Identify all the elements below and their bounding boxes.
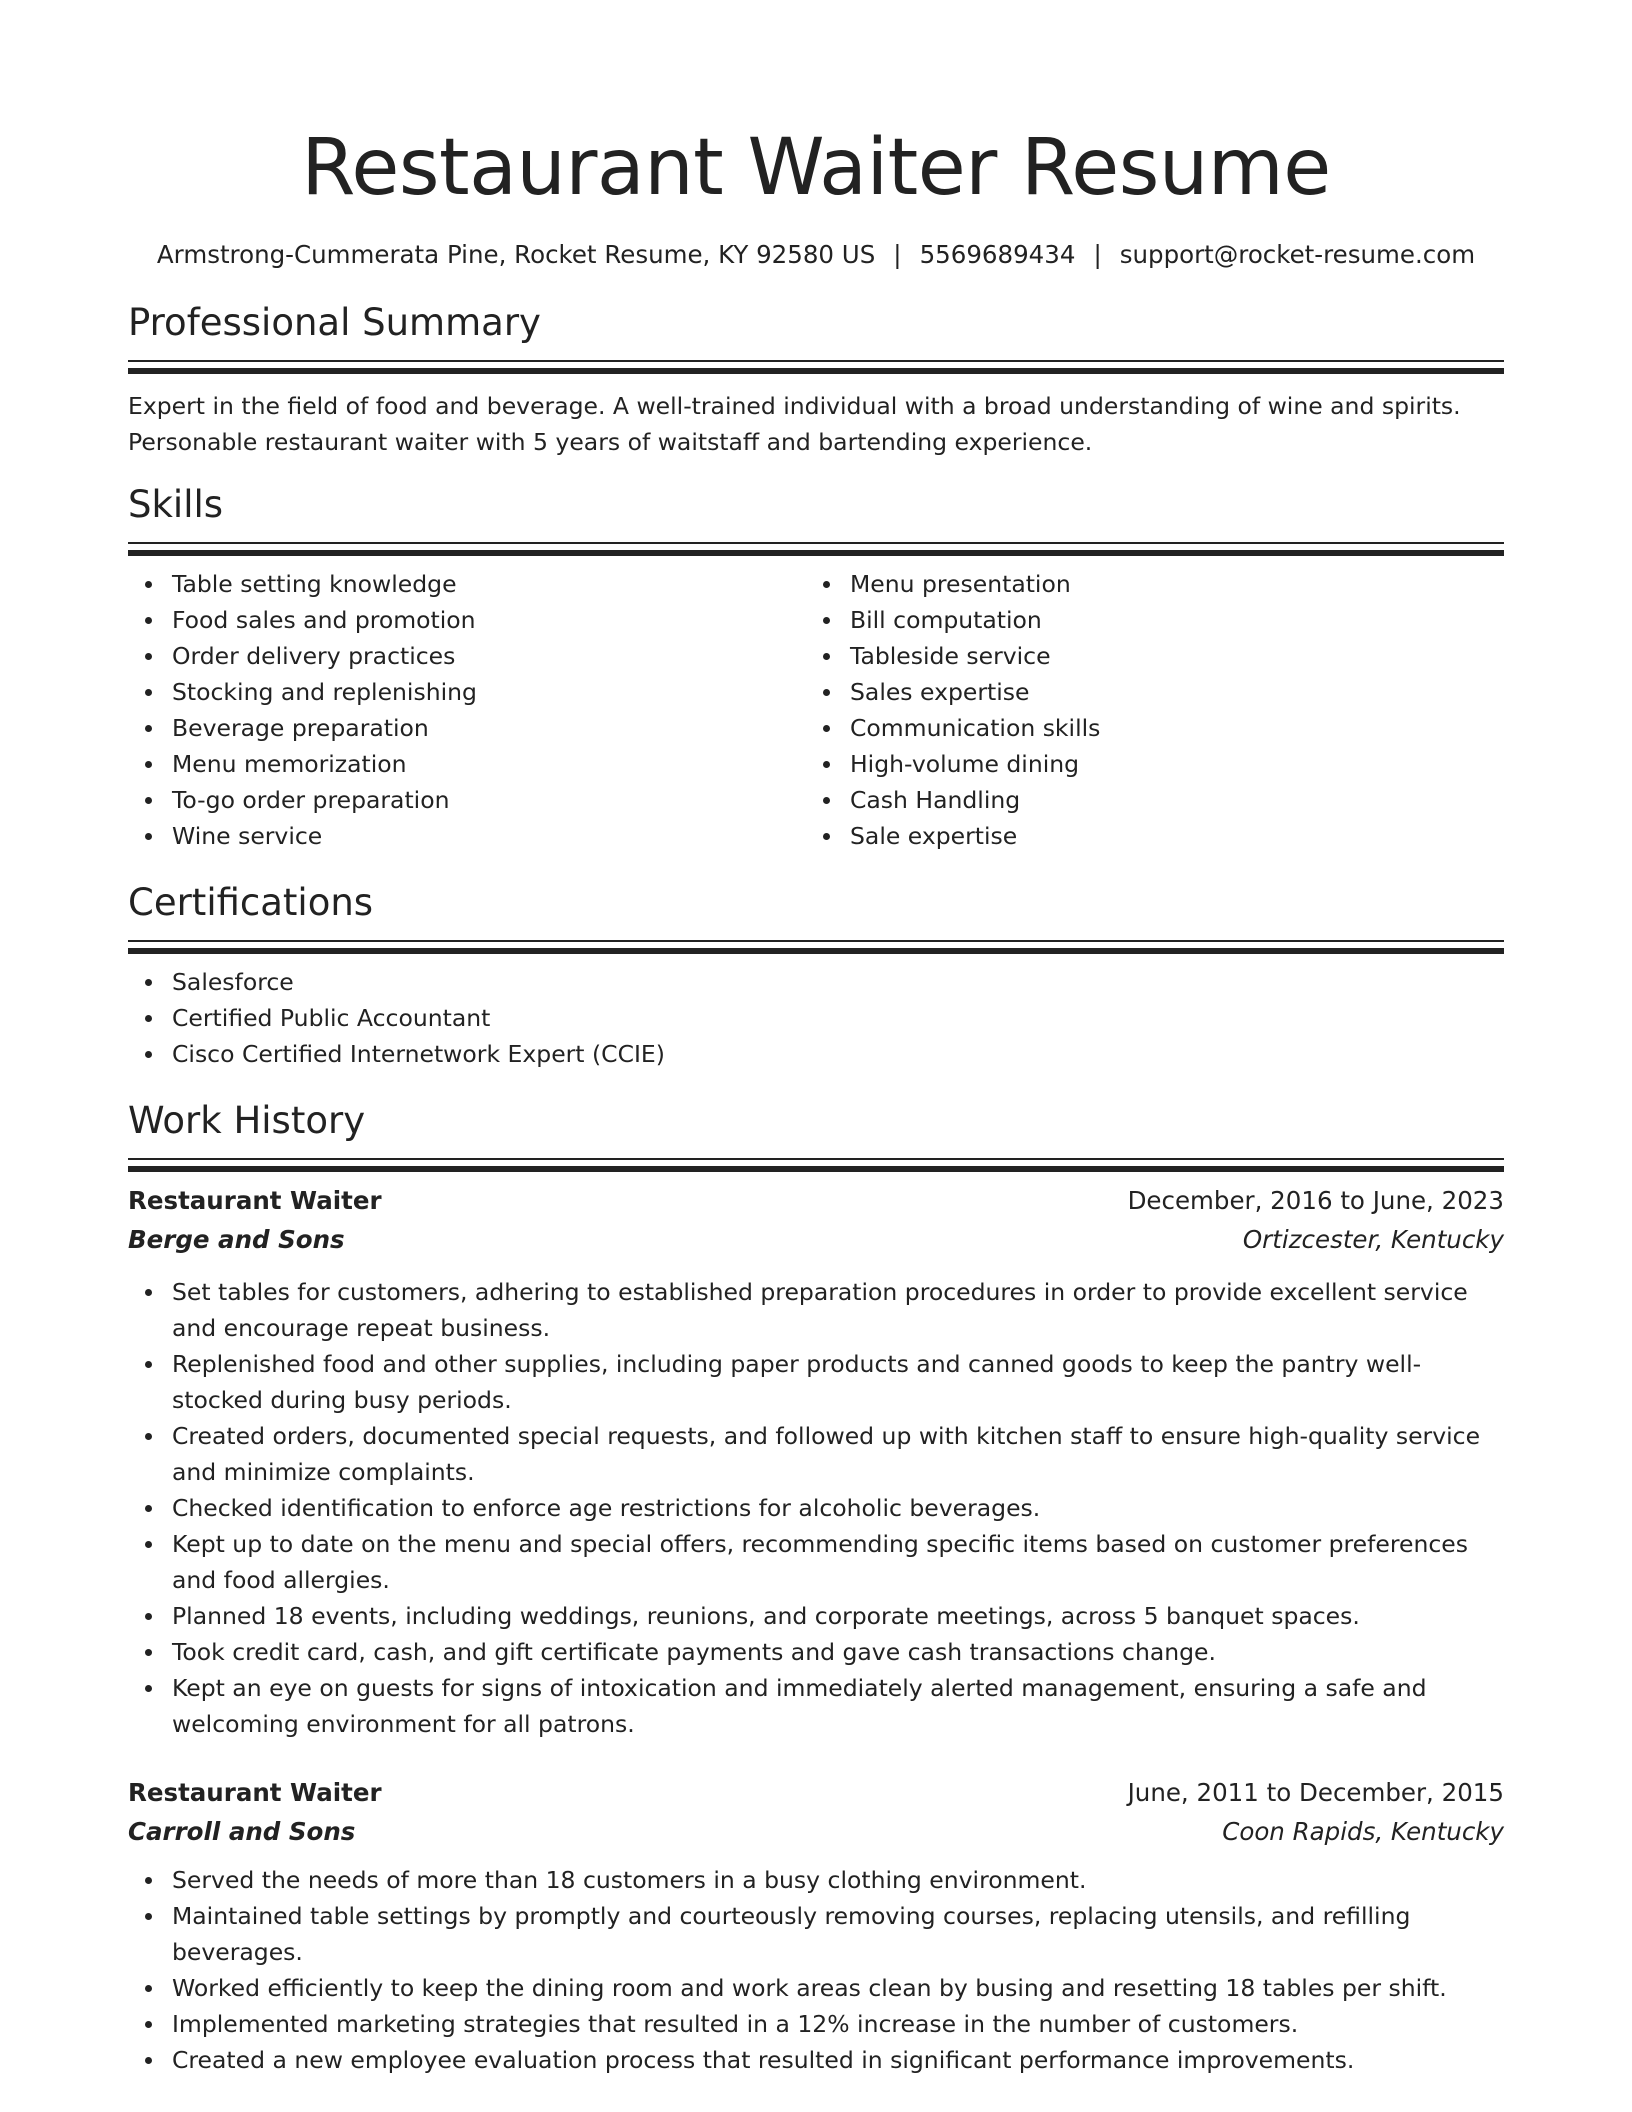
job-duty-item: Kept up to date on the menu and special offers, recommending specific items based on customer preferences and food allergies. xyxy=(172,1526,1504,1598)
skills-column-right xyxy=(806,566,1484,854)
contact-separator: | xyxy=(893,240,902,269)
job-location: Ortizcester, Kentucky xyxy=(1242,1225,1504,1254)
job-dates: December, 2016 to June, 2023 xyxy=(1127,1186,1504,1215)
job-duty-item: Created orders, documented special requests, and followed up with kitchen staff to ensure high-quality service and minimize complaints. xyxy=(172,1418,1504,1490)
skills-list-right xyxy=(806,566,1484,854)
contact-phone: 5569689434 xyxy=(919,240,1076,269)
skill-item: Sale expertise xyxy=(850,818,1484,854)
skill-item: Table setting knowledge xyxy=(172,566,806,602)
certification-item: Certified Public Accountant xyxy=(172,1000,1504,1036)
job-employer: Carroll and Sons xyxy=(128,1817,356,1846)
job-duty-item: Served the needs of more than 18 customers in a busy clothing environment. xyxy=(172,1862,1504,1898)
job-duties-list xyxy=(128,1862,1504,2078)
job-duty-item: Took credit card, cash, and gift certificate payments and gave cash transactions change. xyxy=(172,1634,1504,1670)
skill-item: To-go order preparation xyxy=(172,782,806,818)
skill-item: Beverage preparation xyxy=(172,710,806,746)
summary-heading: Professional Summary xyxy=(128,301,541,344)
skills-list-left xyxy=(128,566,806,854)
skills-section xyxy=(128,482,1504,854)
skill-item: Order delivery practices xyxy=(172,638,806,674)
skills-columns xyxy=(128,566,1504,854)
summary-text: Expert in the field of food and beverage. A well-trained individual with a broad understanding of wine and spirits. Personable restaurant waiter with 5 years of waitstaff and bartending experience. xyxy=(128,392,1461,456)
job-duty-item: Replenished food and other supplies, including paper products and canned goods to keep the pantry well-stocked during busy periods. xyxy=(172,1346,1504,1418)
work-history-section xyxy=(128,1098,1504,2078)
work-history-heading: Work History xyxy=(128,1099,366,1142)
job-duty-item: Planned 18 events, including weddings, reunions, and corporate meetings, across 5 banquet spaces. xyxy=(172,1598,1504,1634)
job-duty-item: Maintained table settings by promptly and courteously removing courses, replacing utensils, and refilling beverages. xyxy=(172,1898,1504,1970)
certifications-list xyxy=(128,964,1504,1072)
job-header xyxy=(128,1774,1504,1812)
certifications-section xyxy=(128,880,1504,1072)
skill-item: Menu presentation xyxy=(850,566,1484,602)
certification-item: Cisco Certified Internetwork Expert (CCIE) xyxy=(172,1036,1504,1072)
job-dates: June, 2011 to December, 2015 xyxy=(1127,1778,1504,1807)
job-duty-item: Created a new employee evaluation process that resulted in significant performance improvements. xyxy=(172,2042,1504,2078)
job-duty-item: Implemented marketing strategies that resulted in a 12% increase in the number of customers. xyxy=(172,2006,1504,2042)
certifications-heading: Certifications xyxy=(128,881,374,924)
skills-column-left xyxy=(128,566,806,854)
job-duty-item: Set tables for customers, adhering to established preparation procedures in order to provide excellent service and encourage repeat business. xyxy=(172,1274,1504,1346)
certification-item: Salesforce xyxy=(172,964,1504,1000)
contact-line xyxy=(128,238,1504,272)
job-location: Coon Rapids, Kentucky xyxy=(1222,1817,1504,1846)
skill-item: Stocking and replenishing xyxy=(172,674,806,710)
section-divider xyxy=(128,542,1504,550)
skill-item: Wine service xyxy=(172,818,806,854)
skill-item: High-volume dining xyxy=(850,746,1484,782)
job-entry xyxy=(128,1774,1504,2078)
section-divider xyxy=(128,1158,1504,1166)
job-title: Restaurant Waiter xyxy=(128,1778,382,1807)
skill-item: Menu memorization xyxy=(172,746,806,782)
skill-item: Communication skills xyxy=(850,710,1484,746)
contact-email: support@rocket-resume.com xyxy=(1119,240,1476,269)
resume-page xyxy=(128,0,1504,2078)
job-duties-list xyxy=(128,1274,1504,1742)
section-divider xyxy=(128,940,1504,948)
job-header xyxy=(128,1182,1504,1220)
section-divider xyxy=(128,360,1504,368)
skill-item: Tableside service xyxy=(850,638,1484,674)
skill-item: Cash Handling xyxy=(850,782,1484,818)
summary-section xyxy=(128,300,1504,460)
job-entry xyxy=(128,1182,1504,1742)
skill-item: Bill computation xyxy=(850,602,1484,638)
job-title: Restaurant Waiter xyxy=(128,1186,382,1215)
skill-item: Sales expertise xyxy=(850,674,1484,710)
job-subheader xyxy=(128,1220,1504,1260)
contact-separator: | xyxy=(1093,240,1102,269)
job-duty-item: Checked identification to enforce age restrictions for alcoholic beverages. xyxy=(172,1490,1504,1526)
skill-item: Food sales and promotion xyxy=(172,602,806,638)
job-subheader xyxy=(128,1812,1504,1852)
job-duty-item: Kept an eye on guests for signs of intoxication and immediately alerted management, ensuring a safe and welcoming environment for all patrons. xyxy=(172,1670,1504,1742)
contact-address: Armstrong-Cummerata Pine, Rocket Resume, KY 92580 US xyxy=(156,240,876,269)
job-employer: Berge and Sons xyxy=(128,1225,345,1254)
skills-heading: Skills xyxy=(128,483,224,526)
resume-title: Restaurant Waiter Resume xyxy=(301,123,1331,213)
job-duty-item: Worked efficiently to keep the dining room and work areas clean by busing and resetting 18 tables per shift. xyxy=(172,1970,1504,2006)
